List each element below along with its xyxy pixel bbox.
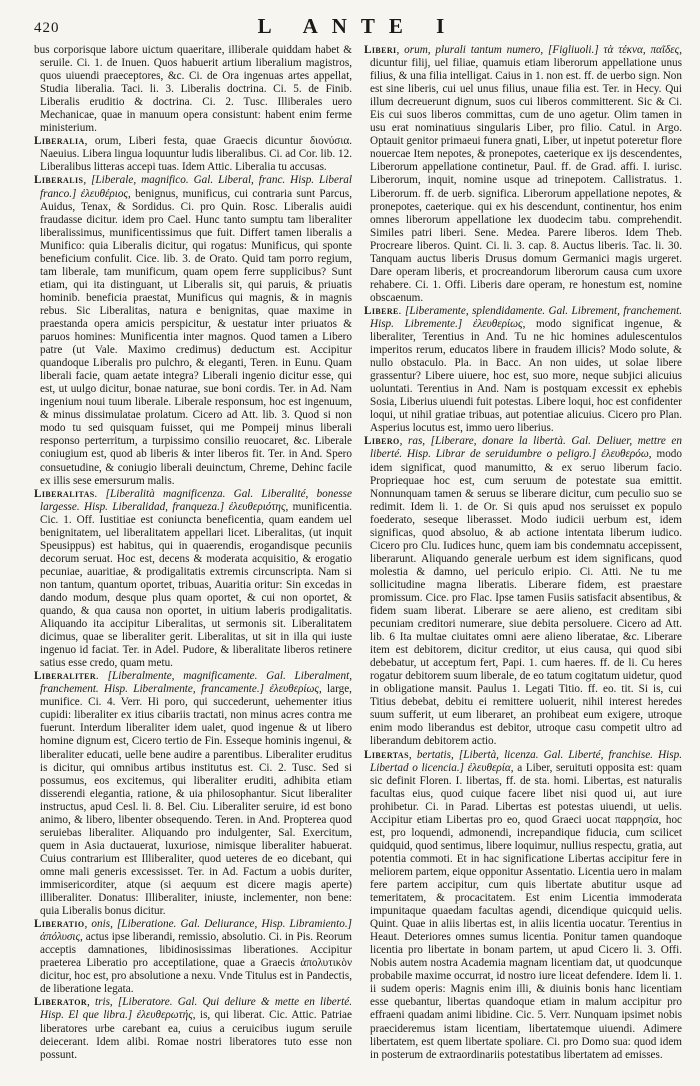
page-number: 420 — [34, 20, 60, 36]
dictionary-entry — [34, 44, 352, 135]
dictionary-entry — [34, 135, 352, 174]
entry-greek: ἐλευθερίως — [462, 317, 523, 330]
entry-body: , dicuntur filij, uel filiae, quamuis etiam liberorum appellatione unus filius, & una filia intelligat. Caius in 1. non est. ff. de uerbo sign. Non est sine liberis, cui uel unus filius, unaue filia est. Ter. in Hecy. Qui illum decreuerunt dignum, suos cui liberos committerent. Sic & Ci. Eis cui suos liberos committas, cum de uno agetur. Olim tamen in usu erat nominatiuus singularis Liber, pro filio. Catul. in Argo. Optauit genitor primaeui funera gnati, Liber, ut inpetut poteretur flore nouercae Item nepotes, & pronepotes, caeterique ex ijs descendentes, Liberorum appellatione continetur, Paul. ff. de Grad. affi. I. iurisc. Liberorum, inquit, nomine usque ad trinepotem. Callistratus. 1. Liberorum. ff. de uerb. significa. Liberorum appellatione nepotes, & pronepotes, caeterique. qui ex his descendunt, continentur, hos enim omnes liberorum appellatione lex duodecim tabu. comprehendit. Similes patri liberi. Sene. Medea. Parere liberos. Idem Theb. Procreare liberos. Quint. Ci. li. 3. cap. 8. Auctus liberis. Tac. li. 30. Tanquam auctus liberis Drusus domum Germanici magis urgeret. Dare operam liberis, et procreandorum liberorum causa cum uxore rehabere. Ci. 1. Offi. Liberis dare operam, re honestum est, nomine obscaenum. — [370, 44, 682, 304]
text-columns — [34, 44, 682, 1062]
entry-body: , large, munifice. Ci. 4. Verr. Hi poro, qui succederunt, uehementer itius cupidi: liberaliter ex itius cibariis tractati, non minus acres contra me fuerunt. Interdum liberaliter idem ualet, quod ingenue & ut libero homine dignum est, Cicero tertio de Fin. Esseque hominis ingenui, & liberaliter educati, uelle bene audire a parentibus. Liberaliter eruditus is dicitur, qui omnibus artibus institutus est. Ci. 2. Tusc. Sed si possumus, eos excitemus, qui liberaliter eruditi, adhibita etiam disserendi elegantia, ratione, & uia philosophantur. Sicut liberaliter instructus, apud Cesl. li. 8. Bel. Ciu. Liberaliter seruire, id est bono animo, & libero, libenter obsequendo. Teren. in And. Propterea quod seruiebas liberaliter. Aliquando pro indulgenter, Sal. Exercitum, quem in Asia ductauerat, luxuriose, nimisque liberaliter habuerat. Cuius contrarium est Illiberaliter, quod ueteres de eo dicebant, qui omne mali generis excessisset. Ter. in Ad. Factum a uobis duriter, immisericorditer, atque (si aequum est dicere magis aperte) illiberaliter. Donatus: Illiberaliter, iniuste, inclementer, non bene: quia Liberalis bonus dicitur. — [40, 683, 352, 918]
entry-greek: ἐλευθερωτής — [132, 1009, 193, 1022]
right-column — [364, 44, 682, 1062]
entry-gloss: , onis, [Liberatione. Gal. Deliurance, Hisp. Libramiento.] — [84, 918, 352, 931]
left-column — [34, 44, 352, 1062]
entry-greek: τὰ τέκνα, παῖδες — [598, 44, 680, 56]
entry-greek: ἐλευθερίως — [264, 683, 319, 696]
entry-headword: Liberalitas — [34, 487, 95, 500]
dictionary-entry — [364, 435, 682, 748]
entry-headword: Liberalis — [34, 174, 84, 187]
entry-headword: Liberatio — [34, 918, 85, 931]
entry-headword: Libere — [364, 304, 399, 317]
dictionary-entry — [34, 488, 352, 671]
entry-body: , munificentia. Cic. 1. Off. Iustitiae est coniuncta beneficentia, quam eandem uel benignitatem, uel liberalitatem appellari licet. Liberalitas, (ut inquit Speusippus) est habitus, qui in quaerendis, erogandisque pecuniis decorum seruat. Hoc est, decens & moderata acquisitio, & erogatio pecuniae, auaritiae, & prodigalitatis extremis circunscripta. Nam si non tantum, quantum oportet, tribuas, Auaritia oritur: Sin excedas in dando modum, desque plus quam oportet, & cui non oportet, & quando, & qua causa non oportet, in uitium laberis prodigalitatis. Aliquando ita accipitur Liberalitas, ut sermonis sit. Liberalitatem dicimus, quae se liberaliter gerit. Liberalitas, ut sit in illa qui iuste ingenuo id faciat. Ter. in Adel. Pudore, & liberalitate liberos retinere satius esse credo, quam metu. — [40, 500, 353, 670]
running-head: L ANTE I — [257, 14, 459, 38]
entry-greek: ἀπόλυσις — [40, 931, 81, 944]
dictionary-entry — [364, 749, 682, 1062]
entry-greek: ἐλευθερία — [464, 761, 511, 774]
entry-body: , actus ipse liberandi, remissio, absolutio. Ci. in Pis. Reorum acceptis damnationes, libidinosissimas liberationes. Accipitur praeterea Liberatio pro acceptilatione, quae a Graecis ἀπολυτικὸν dicitur, hoc est, pro absolutione a nexu. Vnde Titulus est in Pandectis, de liberatione legata. — [40, 931, 352, 996]
entry-gloss: , [Liberale, magnifico. Gal. Liberal, franc. Hisp. Liberal franco.] — [40, 174, 352, 200]
page-header — [34, 14, 682, 44]
dictionary-entry — [34, 996, 352, 1061]
entry-body: , modo idem significat, quod manumitto, & ex seruo liberum facio. Propriequae hoc est, cum seruum de potestate sua emittit. Nonnunquam tamen & seruus se liberare dicitur, cum peculio suo se redimit. Idem li. 1. de Or. Si quis apud nos seruisset ex populo foederato, seseque liberasset. Modo iudicii uerbum est, idem significas, quod absoluo, & ab actione intentata liberum iudico. Cicero pro Clu. Iudices hunc, quem iam bis condemnatu accepissent, liberarunt. Aliquando generale uerbum est idem significans, quod molestia & damno, uel periculo eripio. Ci. Atti. Ne tu me sollicitudine magna liberatis. Liberare fidem, est praestare promissum. Cice. pro Flac. Ipse tamen Fusiis satisfacit absentibus, & fidem suam liberat. Liberare se aere alieno, est creditam sibi pecuniam creditori numerare, siue debita persoluere. Cicero ad Att. lib. 6 Ita multae ciuitates omni aere alieno liberatae, &c. Liberare item est debitorem, dicitur creditor, ut eius causa, qui quod sibi debebatur, ut acceptum fert, Papi. 1. cum haeres. ff. de li. Cu heres rogatur debitorem suum liberale, de eo tatum cogitatum uidetur, quod in obligatione mansit. Paulus 1. Legati Titio. ff. eo. tit. Si is, cui Titius debebat, debitu ei remittere uoluerit, nihil interest heredes suum sufferit, ut eum liberaret, an prohibeat eum exigere, utroque enim modo liberandus est debitor, utroque casu competit ultro ad liberandum debitorem actio. — [370, 448, 682, 748]
entry-gloss: . [Liberamente, splendidamente. Gal. Librement, franchement. Hisp. Libremente.] — [370, 304, 682, 330]
entry-greek: ἐλευθέριος — [76, 187, 128, 200]
entry-gloss: , bertatis, [Libertà, licenza. Gal. Liberté, franchise. Hisp. Libertad o licencia.] — [370, 748, 682, 774]
dictionary-entry — [34, 670, 352, 918]
entry-greek: ἐλευθερόω — [596, 448, 649, 461]
entry-gloss: . [Liberalità magnificenza. Gal. Liberalité, bonesse largesse. Hisp. Liberalidad, franqueza.] — [40, 487, 352, 513]
entry-body: , modo significat ingenue, & liberaliter, Terentius in And. Tu ne hic homines adulescentulos imperitos rerum, educatos libere in fraudem illicis? Modo solute, & nullo obstaculo. Pla. in Bacc. An non uides, ut solae libere grassentur? Libere uiuere, hoc est, suo more, neque subjici alicuius uoluntati. Terentius in And. Nam is postquam excessit ex ephebis Sosia, Liberius uiuendi fuit potestas. Libere loqui, hoc est confidenter loqui, ut nihil gratiae tribuas, aut potentiae alicuius. Cicero pro Plan. Asperius locutus est, immo uero liberius. — [370, 317, 683, 435]
entry-gloss: , tris, [Liberatore. Gal. Qui deliure & mette en liberté. Hisp. El que libra.] — [40, 996, 352, 1022]
entry-headword: Liberaliter — [34, 670, 97, 683]
dictionary-entry — [364, 305, 682, 435]
entry-headword: Liberator — [34, 996, 87, 1009]
dictionary-entry — [34, 918, 352, 996]
entry-headword: Libero — [364, 435, 400, 448]
entry-body: , is, qui liberat. Cic. Attic. Patriae liberatores urbe carebant ea, cuius a ceruicibus iugum seruile deiecerant. Idem alibi. Romae nostri liberatores tuto esse non possunt. — [40, 1009, 352, 1061]
entry-body: bus corporisque labore uictum quaeritare, illiberale quiddam habet & seruile. Ci. 1. de Inuen. Quos habuerit artium liberalium magistros, quos uiuendi praeceptores, &c. Ci. de Ora ingenuas artes appellat, Studia liberalia. Taci. li. 3. Liberalis doctrina. Ci. 5. de Finib. Liberalis eruditio & doctrina. Ci. 2. Tusc. Illiberales uero Mechanicae, quae in manuum opera consistunt: habent enim ferme ministerium. — [34, 44, 352, 135]
dictionary-entry — [34, 174, 352, 487]
dictionary-entry — [364, 44, 682, 305]
entry-body: , orum, Liberi festa, quae Graecis dicuntur διονύσια. Naeuius. Libera lingua loquuntur ludis liberalibus. Ci. ad Cor. lib. 12. Liberalibus litteras accepi tuas. Idem Attic. Liberalia tu accusas. — [40, 135, 352, 174]
entry-greek: ἐλευθεριότης — [224, 500, 286, 513]
entry-headword: Liberi — [364, 44, 397, 56]
entry-headword: Liberalia — [34, 135, 85, 148]
entry-gloss: , orum, plurali tantum numero, [Figliuoli.] — [396, 44, 599, 56]
entry-headword: Libertas — [364, 748, 409, 761]
entry-body: , benignus, munificus, cui contraria sunt Parcus, Auidus, Tenax, & Sordidus. Ci. pro Quin. Rosc. Liberalis auidi fraudasse dicitur. idem pro Cael. Hunc tanto sumptu tam liberaliter liberalissimus, munificentissimus que fuit. Differt tamen liberalis a Munifico: quia Liberalis dicitur, qui rogatus: Munificus, qui sponte beneficium confulit. Cice. lib. 3. de Orato. Quid tam porro regium, tam liberale, tam munificum, quam opem ferre supplicibus? Sunt etiam, qui ita distinguant, ut Liberalis sit, qui paruis, & priuatis hominib. beneficia praestat, Munificus qui magnis, & in magnis rebus. Sic Liberalitas, natura e benignitas, quae maxime in praestanda opera amicis perspicitur, & uestatur inter priuatos & paruos homines: Munificentia inter magnos. Quod tamen a Libero patre (ut Vale. Maximo credimus) deductum est. Accipitur quandoque Liberalis pro pulchro, & eleganti, Teren. in Eunu. Quam liberali facie, quam aetate integra? Liberali ingenio dicitur esse, qui est, ut uulgo dicitur, bonae naturae, sue boni cordis. Ter. in Ad. Nam ingenium noui tuum liberale. Liberale responsum, hoc est ingenuum, & minus dissimulatae prolatum. Cicero ad Att. lib. 3. Quod si non modo tu sed quisquam fuisset, qui me Pompeij minus liberali responso perterritum, a turpissimo consilio reuocaret, &c. Liberale coniugium est, quod ab liberis & inter liberos fit. Ter. in And. Spero consuetudine, & coniugio liberali deuinctum, Chreme, Dehinc facile ex illis sese emersurum malis. — [40, 187, 353, 487]
entry-body: , a Liber, seruituti opposita est: quam sic definit Floren. I. libertas, ff. de sta. homi. Libertas, est naturalis facultas eius, quod cuique facere libet nisi quod ui, aut iure prohibetur. Ci. in Parad. Libertas est potestas uiuendi, ut uelis. Accipitur etiam Libertas pro eo, quod Graeci uocat παρρησία, hoc est, pro loquendi, admonendi, increpandique fiducia, cum scilicet quidquid, quod sentimus, libere loquimur, nullius respectu, gratia, aut potentia commoti. Et in hac significatione Libertas accipitur fere in meliorem partem, eique opponitur Assentatio. Licentia uero in malam fere partem accipitur, cum quis libertate abutitur usque ad temeritatem, & procacitatem. Est enim Licentia immoderata impunitaque quaedam facultas agendi, dicendique quicquid uelis. Quint. Quae in aliis libertas est, in aliis licentia uocatur. Terentius in Heaut. Deteriores omnes sumus licentia. Ponitur tamen quandoque licentia pro libertate in bonam partem, ut apud Cicero li. 3. Offi. Nobis autem nostra Academia magnam licentiam dat, ut quodcunque probabile maxime occurrat, id nostro iure liceat defendere. Idem li. 1. ii sudem operis: Magnis enim illi, & diuinis bonis hanc licentiam esse quebantur, libertas quandoque etiam in malum accipitur pro effraeni quadam animi libidine. Cic. 5. Verr. Nunquam ipsimet nobis praecideremus istam licentiam, libertatemque uiuendi. Adimere libertatem, est quem libertate spoliare. Ci. pro Domo sua: quod idem in posterum de extraordinariis potestatibus libertatem ad emisses. — [370, 761, 682, 1061]
entry-gloss: , ras, [Liberare, donare la libertà. Gal. Deliuer, mettre en liberté. Hisp. Librar de seruidumbre o peligro.] — [370, 435, 682, 461]
entry-gloss: . [Liberalmente, magnificamente. Gal. Liberalment, franchement. Hisp. Liberalmente, francamente.] — [40, 670, 352, 696]
